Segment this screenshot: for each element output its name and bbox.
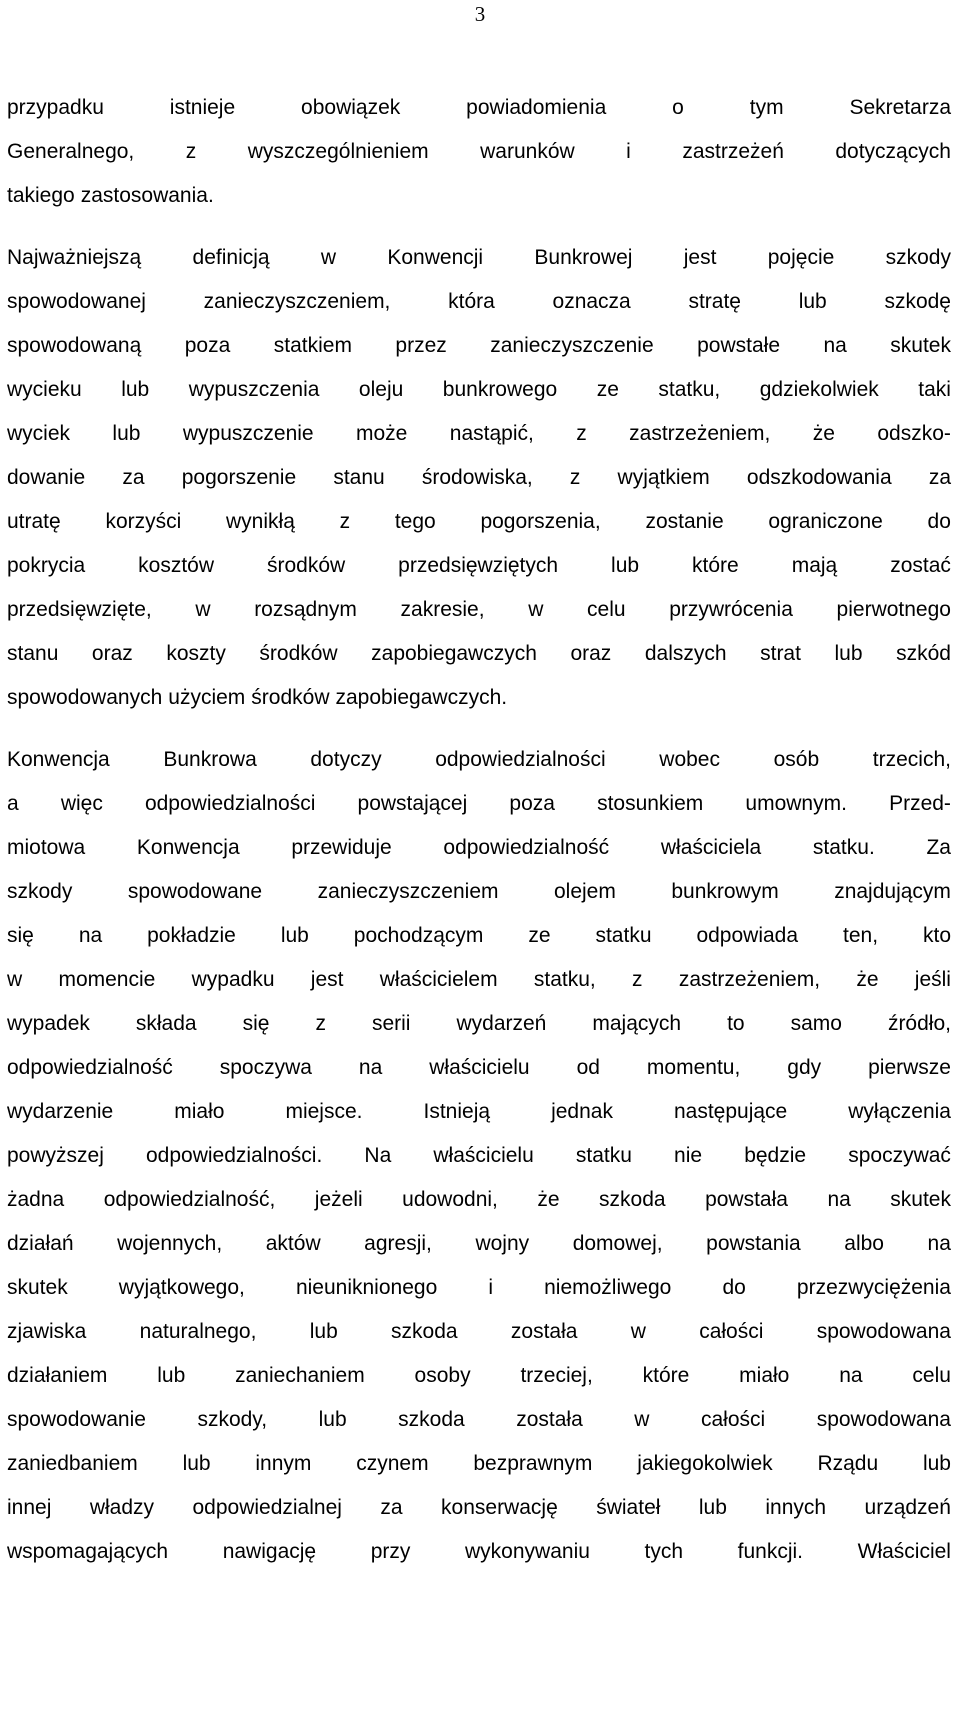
word: Na [364, 1144, 392, 1167]
word: samo [790, 1012, 842, 1035]
word: warunków [480, 140, 575, 163]
word: szkody [885, 246, 951, 269]
word: istnieje [169, 96, 236, 119]
word: innym [255, 1452, 312, 1475]
word: w [7, 968, 23, 991]
word: pierwsze [868, 1056, 951, 1079]
word: nawigację [222, 1540, 317, 1563]
word: z [632, 968, 643, 991]
text-line [7, 1442, 951, 1486]
word: Konwencji [387, 246, 484, 269]
word: zastrzeżeniem, [629, 422, 771, 445]
word: dotyczących [835, 140, 951, 163]
word: świateł [596, 1496, 661, 1519]
text-line [7, 914, 951, 958]
word: tym [749, 96, 784, 119]
word: została [516, 1408, 583, 1431]
word: miotowa [7, 836, 86, 859]
word: na [358, 1056, 383, 1079]
word: wypuszczenia [188, 378, 320, 401]
word: pokładzie [147, 924, 236, 947]
word: że [812, 422, 835, 445]
word: wojny [475, 1232, 530, 1255]
word: z [569, 466, 581, 489]
word: środowiska, [421, 466, 533, 489]
text-line [7, 1178, 951, 1222]
word: wyszczególnieniem [247, 140, 429, 163]
word: z [576, 422, 587, 445]
word: konserwację [441, 1496, 558, 1519]
word: innych [765, 1496, 827, 1519]
word: trzecich, [872, 748, 951, 771]
word: spowodowane [127, 880, 263, 903]
text-line [7, 86, 951, 130]
text-line [7, 412, 951, 456]
text-line [7, 632, 951, 676]
text-line [7, 544, 951, 588]
word: spoczywać [848, 1144, 951, 1167]
text-line [7, 1398, 951, 1442]
word: oznacza [552, 290, 631, 313]
word: i [626, 140, 631, 163]
word: że [856, 968, 879, 991]
word: celu [587, 598, 626, 621]
word: urządzeń [864, 1496, 951, 1519]
word: spowodowaną [7, 334, 142, 357]
word: lub [157, 1364, 186, 1387]
word: całości [700, 1408, 766, 1431]
word: za [380, 1496, 403, 1519]
word: wycieku [7, 378, 82, 401]
word: mających [592, 1012, 682, 1035]
word: lub [121, 378, 150, 401]
word: Istnieją [423, 1100, 491, 1123]
word: wydarzenie [7, 1100, 114, 1123]
word: aktów [265, 1232, 321, 1255]
word: statku [575, 1144, 632, 1167]
word: może [356, 422, 408, 445]
word: że [537, 1188, 560, 1211]
word: spowodowanie [7, 1408, 146, 1431]
word: i [488, 1276, 494, 1299]
word: stanu [7, 642, 59, 665]
word: to [727, 1012, 745, 1035]
word: Konwencja [7, 748, 110, 771]
text-line [7, 1046, 951, 1090]
word: nastąpić, [449, 422, 534, 445]
word: od [576, 1056, 600, 1079]
text-line [7, 738, 951, 782]
word: działań [7, 1232, 74, 1255]
word: jeżeli [314, 1188, 363, 1211]
word: ograniczone [768, 510, 883, 533]
word: odpowiedzialnej [192, 1496, 342, 1519]
word: tego [394, 510, 436, 533]
text-line [7, 1090, 951, 1134]
word: odpowiada [696, 924, 799, 947]
word: wobec [659, 748, 720, 771]
word: przedsięwzięte, [7, 598, 152, 621]
word: kosztów [138, 554, 215, 577]
word: lub [182, 1452, 211, 1475]
word: w [195, 598, 211, 621]
word: w [320, 246, 337, 269]
word: lub [798, 290, 827, 313]
word: dalszych [644, 642, 727, 665]
word: zanieczyszczeniem [317, 880, 499, 903]
word: korzyści [105, 510, 182, 533]
word: powyższej [7, 1144, 104, 1167]
word: środków [267, 554, 346, 577]
word: zapobiegawczych [371, 642, 537, 665]
word: w [630, 1320, 646, 1343]
word: nieuniknionego [295, 1276, 438, 1299]
word: w [634, 1408, 650, 1431]
word: celu [912, 1364, 951, 1387]
word: bunkrowego [442, 378, 558, 401]
word: pogorszenie [181, 466, 297, 489]
word: szkoda [391, 1320, 458, 1343]
word: odpowiedzialności. [146, 1144, 323, 1167]
word: całości [699, 1320, 764, 1343]
word: nie [674, 1144, 703, 1167]
text-line [7, 500, 951, 544]
word: wykonywaniu [465, 1540, 590, 1563]
text-line [7, 280, 951, 324]
word: właściciela [660, 836, 762, 859]
word: spoczywa [219, 1056, 312, 1079]
word: momencie [58, 968, 156, 991]
word: statku, [658, 378, 721, 401]
word: udowodni, [402, 1188, 498, 1211]
word: mają [791, 554, 838, 577]
word: do [927, 510, 951, 533]
word: agresji, [364, 1232, 432, 1255]
word: zanieczyszczeniem, [203, 290, 391, 313]
word: zastrzeżeń [682, 140, 784, 163]
word: w [528, 598, 544, 621]
word: pojęcie [767, 246, 835, 269]
word: zjawiska [7, 1320, 87, 1343]
word: wyjątkowego, [118, 1276, 245, 1299]
word: na [839, 1364, 863, 1387]
text-line [7, 324, 951, 368]
word: miało [739, 1364, 790, 1387]
word: powstania [706, 1232, 801, 1255]
word: lub [318, 1408, 347, 1431]
word: jeśli [914, 968, 951, 991]
word: przez [395, 334, 447, 357]
word: utratę [7, 510, 61, 533]
word: zapobiegawczych. [335, 686, 508, 709]
word: ten, [843, 924, 879, 947]
word: ze [528, 924, 551, 947]
text-line [7, 826, 951, 870]
word: lub [280, 924, 309, 947]
word: przy [370, 1540, 411, 1563]
word: stratę [688, 290, 741, 313]
word: wspomagających [7, 1540, 169, 1563]
word: lub [922, 1452, 951, 1475]
word: albo [844, 1232, 884, 1255]
word: Rządu [817, 1452, 879, 1475]
text-line [7, 1354, 951, 1398]
word: działaniem [7, 1364, 108, 1387]
text-line [7, 130, 951, 174]
word: z [315, 1012, 326, 1035]
word: właścicielu [433, 1144, 534, 1167]
word: szkód [896, 642, 951, 665]
word: środków [251, 686, 330, 709]
text-line [7, 782, 951, 826]
word: dotyczy [310, 748, 382, 771]
word: Najważniejszą [7, 246, 142, 269]
word: powstałe [697, 334, 780, 357]
word: została [510, 1320, 578, 1343]
word: Konwencja [136, 836, 240, 859]
word: lub [698, 1496, 727, 1519]
word: strat [760, 642, 801, 665]
word: szkodę [884, 290, 951, 313]
word: czynem [356, 1452, 429, 1475]
word: przewiduje [291, 836, 392, 859]
text-line [7, 456, 951, 500]
word: lub [309, 1320, 338, 1343]
word: użyciem [168, 686, 246, 709]
word: które [642, 1364, 690, 1387]
word: definicją [192, 246, 270, 269]
word: serii [371, 1012, 411, 1035]
text-line [7, 1310, 951, 1354]
word: lub [112, 422, 141, 445]
word: wydarzeń [456, 1012, 547, 1035]
word: odpowiedzialności [435, 748, 606, 771]
word: na [927, 1232, 951, 1255]
paragraph-2 [7, 236, 951, 720]
word: bezprawnym [473, 1452, 593, 1475]
word: odpowiedzialności [144, 792, 316, 815]
word: statkiem [273, 334, 352, 357]
word: zaniedbaniem [7, 1452, 138, 1475]
word: oraz [570, 642, 612, 665]
word: za [928, 466, 951, 489]
word: jakiegokolwiek [637, 1452, 773, 1475]
word: funkcji. [737, 1540, 804, 1563]
paragraph-1 [7, 86, 951, 218]
word: oleju [358, 378, 404, 401]
word: takiego [7, 184, 75, 207]
text-line [7, 1486, 951, 1530]
word: wypadek [7, 1012, 90, 1035]
word: wojennych, [117, 1232, 223, 1255]
word: przezwyciężenia [796, 1276, 951, 1299]
word: stosunkiem [597, 792, 704, 815]
word: wyciek [7, 422, 71, 445]
word: obowiązek [301, 96, 401, 119]
word: zastosowania. [80, 184, 214, 207]
word: jednak [551, 1100, 613, 1123]
word: Sekretarza [849, 96, 951, 119]
word: odszko- [877, 422, 951, 445]
word: gdy [787, 1056, 822, 1079]
word: pierwotnego [836, 598, 951, 621]
word: zaniechaniem [235, 1364, 365, 1387]
word: statku, [533, 968, 596, 991]
word: stanu [333, 466, 385, 489]
word: pogorszenia, [480, 510, 601, 533]
word: środków [259, 642, 338, 665]
word: spowodowana [816, 1408, 951, 1431]
word: statku [595, 924, 652, 947]
word: przywrócenia [669, 598, 793, 621]
word: jest [310, 968, 344, 991]
word: Bunkrowej [534, 246, 633, 269]
word: skutek [890, 1188, 951, 1211]
word: Bunkrowa [163, 748, 257, 771]
word: więc [60, 792, 103, 815]
word: składa [135, 1012, 197, 1035]
word: się [242, 1012, 270, 1035]
word: odpowiedzialność [443, 836, 610, 859]
word: szkody [7, 880, 73, 903]
word: skutek [890, 334, 951, 357]
word: pochodzącym [353, 924, 484, 947]
word: będzie [744, 1144, 807, 1167]
word: zostanie [645, 510, 724, 533]
paragraph-3 [7, 738, 951, 1574]
word: źródło, [887, 1012, 951, 1035]
word: za [122, 466, 145, 489]
word: trzeciej, [520, 1364, 593, 1387]
word: ze [596, 378, 619, 401]
word: umownym. [745, 792, 847, 815]
word: dowanie [7, 466, 86, 489]
word: miało [174, 1100, 225, 1123]
word: odpowiedzialność [7, 1056, 173, 1079]
word: właścicielem [379, 968, 498, 991]
word: na [823, 334, 847, 357]
word: statku. [812, 836, 875, 859]
word: Generalnego, [7, 140, 135, 163]
word: wypadku [191, 968, 275, 991]
word: domowej, [572, 1232, 663, 1255]
word: Właściciel [857, 1540, 951, 1563]
word: poza [509, 792, 555, 815]
word: skutek [7, 1276, 68, 1299]
word: następujące [673, 1100, 788, 1123]
text-line [7, 1002, 951, 1046]
word: przedsięwziętych [398, 554, 559, 577]
text-line [7, 368, 951, 412]
word: lub [611, 554, 640, 577]
word: lub [834, 642, 863, 665]
word: zakresie, [400, 598, 485, 621]
word: zostać [890, 554, 951, 577]
word: a [7, 792, 19, 815]
word: szkody, [197, 1408, 268, 1431]
word: o [672, 96, 684, 119]
word: właścicielu [429, 1056, 530, 1079]
word: powiadomienia [466, 96, 607, 119]
word: która [448, 290, 495, 313]
text-line [7, 1530, 951, 1574]
word: wynikłą [226, 510, 295, 533]
word: niemożliwego [544, 1276, 672, 1299]
word: osób [773, 748, 820, 771]
word: przypadku [7, 96, 104, 119]
word: szkoda [398, 1408, 465, 1431]
word: zastrzeżeniem, [678, 968, 821, 991]
page-number: 3 [474, 2, 486, 26]
word: spowodowanych [7, 686, 163, 709]
word: poza [184, 334, 231, 357]
text-line [7, 236, 951, 280]
word: koszty [166, 642, 226, 665]
word: spowodowana [816, 1320, 951, 1343]
word: na [827, 1188, 851, 1211]
text-line [7, 958, 951, 1002]
word: które [692, 554, 739, 577]
text-line [7, 1222, 951, 1266]
word: innej [7, 1496, 52, 1519]
word: władzy [89, 1496, 155, 1519]
word: rozsądnym [254, 598, 357, 621]
text-line [7, 676, 951, 720]
text-line [7, 174, 951, 218]
word: osoby [414, 1364, 471, 1387]
word: kto [922, 924, 951, 947]
word: momentu, [646, 1056, 741, 1079]
word: znajdującym [834, 880, 951, 903]
word: wyjątkiem [617, 466, 710, 489]
word: żadna [7, 1188, 65, 1211]
word: wyłączenia [848, 1100, 951, 1123]
word: zanieczyszczenie [490, 334, 654, 357]
word: powstającej [357, 792, 468, 815]
word: jest [683, 246, 717, 269]
word: szkoda [599, 1188, 666, 1211]
word: spowodowanej [7, 290, 146, 313]
text-line [7, 1134, 951, 1178]
text-line [7, 588, 951, 632]
word: na [78, 924, 103, 947]
word: Przed- [889, 792, 951, 815]
word: tych [644, 1540, 684, 1563]
word: taki [918, 378, 951, 401]
word: pokrycia [7, 554, 86, 577]
word: powstała [705, 1188, 788, 1211]
text-line [7, 1266, 951, 1310]
text-line [7, 870, 951, 914]
word: odpowiedzialność, [103, 1188, 276, 1211]
word: z [339, 510, 351, 533]
word: gdziekolwiek [759, 378, 879, 401]
word: miejsce. [285, 1100, 363, 1123]
word: do [722, 1276, 746, 1299]
word: bunkrowym [671, 880, 779, 903]
word: naturalnego, [139, 1320, 257, 1343]
word: Za [926, 836, 951, 859]
word: oraz [91, 642, 133, 665]
word: z [185, 140, 197, 163]
word: odszkodowania [746, 466, 892, 489]
word: wypuszczenie [182, 422, 314, 445]
word: olejem [553, 880, 616, 903]
word: się [7, 924, 34, 947]
